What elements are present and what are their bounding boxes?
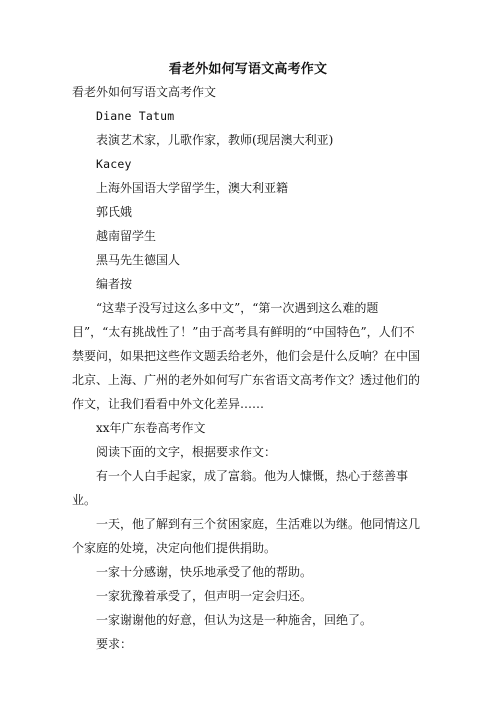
paragraph-instruction: 阅读下面的文字，根据要求作文： (96, 445, 277, 459)
paragraph-requirements: 要求： (96, 637, 133, 651)
paragraph-name-guo: 郭氏娥 (96, 205, 133, 219)
paragraph-role-guo: 越南留学生 (96, 229, 157, 243)
document-title: 看老外如何写语文高考作文 (168, 62, 328, 77)
paragraph-name-diane: Diane Tatum (96, 109, 175, 123)
paragraph-story-1: 有一个人白手起家，成了富翁。他为人慷慨，热心于慈善事业。 (72, 469, 409, 507)
paragraph-story-2: 一天，他了解到有三个贫困家庭，生活难以为继。他同情这几个家庭的处境，决定向他们提供捐助。 (72, 517, 421, 555)
paragraph-exam-title: xx年广东卷高考作文 (96, 421, 206, 435)
paragraph-family-2: 一家犹豫着承受了，但声明一定会归还。 (96, 589, 313, 603)
paragraph-editor-note-heading: 编者按 (96, 277, 133, 291)
document-body (72, 80, 424, 656)
paragraph-role-kacey: 上海外国语大学留学生，澳大利亚籍 (96, 181, 289, 195)
paragraph-family-3: 一家谢谢他的好意，但认为这是一种施舍，回绝了。 (96, 613, 373, 627)
paragraph-subtitle: 看老外如何写语文高考作文 (72, 85, 217, 99)
paragraph-family-1: 一家十分感谢，快乐地承受了他的帮助。 (96, 565, 313, 579)
paragraph-editor-note: “这辈子没写过这么多中文”，“第一次遇到这么难的题目”，“太有挑战性了！”由于高考具有鲜明的“中国特色”，人们不禁要问，如果把这些作文题丢给老外，他们会是什么反响？在中国北京、上海、广州的老外如何写广东省语文高考作文？透过他们的作文，让我们看看中外文化差异…… (72, 301, 421, 411)
paragraph-name-heima: 黑马先生德国人 (96, 253, 181, 267)
paragraph-role-diane: 表演艺术家，儿歌作家，教师(现居澳大利亚) (96, 133, 334, 147)
paragraph-name-kacey: Kacey (96, 157, 132, 171)
